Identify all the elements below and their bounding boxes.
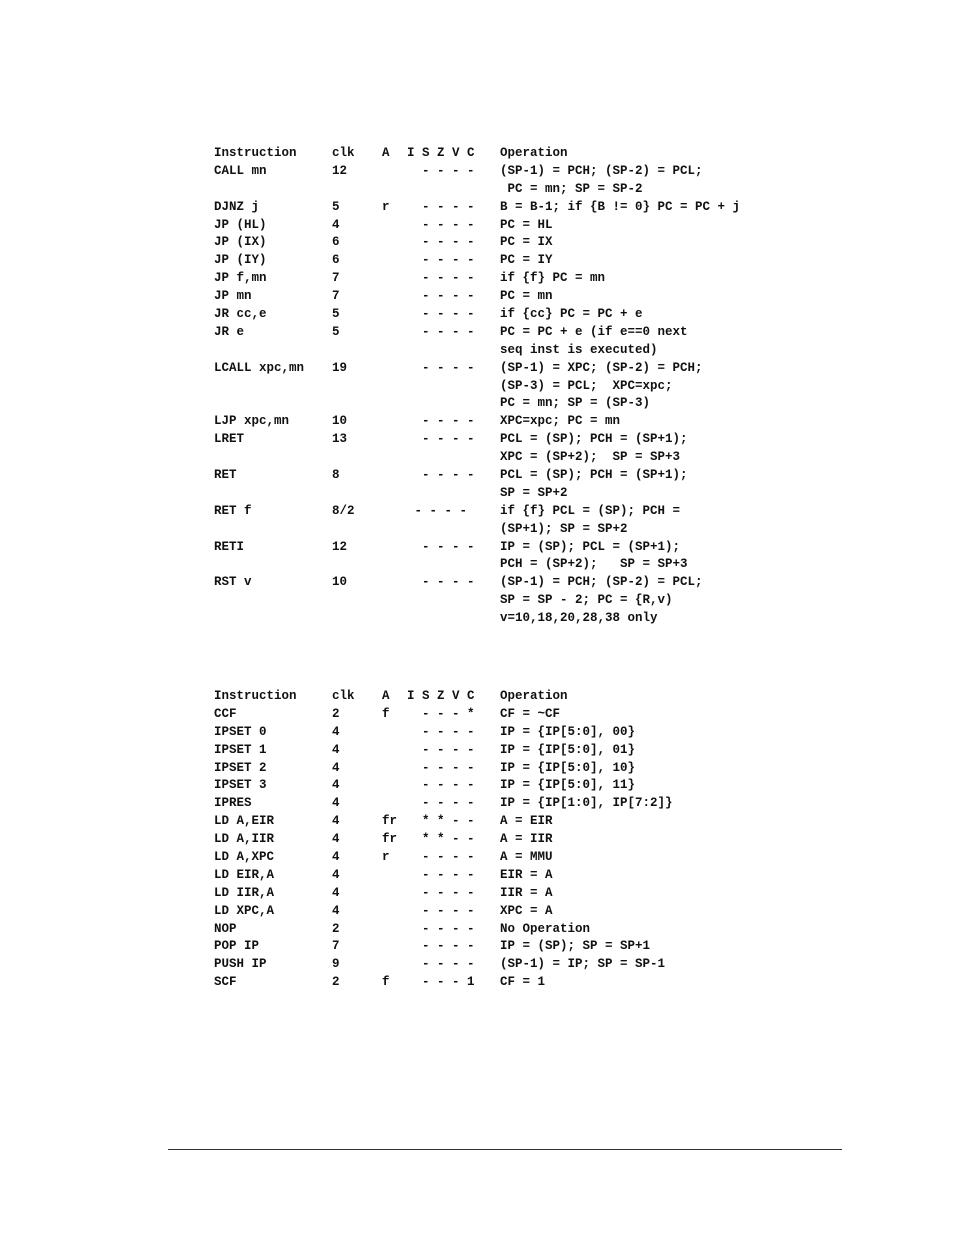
a-cell: f — [382, 975, 390, 990]
flags-cell: * * - - — [407, 832, 475, 847]
instruction-cell: Instruction — [214, 689, 297, 703]
operation-cell: seq inst is executed) — [500, 342, 658, 357]
clk-cell: 2 — [332, 706, 340, 721]
clk-cell: 8/2 — [332, 503, 355, 518]
instruction-cell: LJP xpc,mn — [214, 414, 290, 429]
flags-cell: - - - 1 — [407, 975, 475, 990]
clk-cell: 7 — [332, 271, 340, 286]
operation-cell: A = MMU — [500, 850, 553, 865]
instruction-cell: JP mn — [214, 289, 252, 304]
instruction-cell: LD EIR,A — [214, 867, 275, 882]
operation-cell: EIR = A — [500, 867, 553, 882]
instruction-cell: JP (IY) — [214, 253, 267, 268]
instruction-cell: CCF — [214, 706, 237, 721]
a-cell: fr — [382, 832, 398, 847]
instruction-cell: LD A,XPC — [214, 850, 275, 865]
operation-cell: (SP-1) = XPC; (SP-2) = PCH; — [500, 360, 703, 375]
flags-cell: - - - - — [407, 903, 475, 918]
flags-cell: - - - - — [407, 850, 475, 865]
a-cell: r — [382, 850, 390, 865]
instruction-cell: IPRES — [214, 796, 252, 811]
clk-cell: 4 — [332, 850, 340, 865]
operation-cell: A = EIR — [500, 814, 553, 829]
a-cell: A — [382, 689, 390, 703]
clk-cell: 4 — [332, 814, 340, 829]
flags-cell: - - - - — [407, 324, 475, 339]
flags-cell: - - - - — [407, 414, 475, 429]
operation-cell: IP = {IP[5:0], 11} — [500, 778, 636, 793]
flags-cell: I S Z V C — [407, 689, 475, 703]
operation-cell: A = IIR — [500, 832, 553, 847]
instruction-cell: RETI — [214, 539, 245, 554]
instruction-cell: IPSET 1 — [214, 742, 267, 757]
operation-cell: PC = IY — [500, 253, 553, 268]
flags-cell: - - - - — [407, 289, 475, 304]
flags-cell: - - - - — [407, 271, 475, 286]
clk-cell: 7 — [332, 289, 340, 304]
flags-cell: - - - - — [407, 778, 475, 793]
clk-cell: 9 — [332, 957, 340, 972]
instruction-cell: IPSET 0 — [214, 724, 267, 739]
clk-cell: 7 — [332, 939, 340, 954]
instruction-cell: NOP — [214, 921, 237, 936]
operation-cell: IP = (SP); SP = SP+1 — [500, 939, 651, 954]
operation-cell: PC = mn; SP = SP-2 — [500, 181, 643, 196]
instruction-cell: SCF — [214, 975, 237, 990]
flags-cell: - - - - — [407, 939, 475, 954]
operation-cell: (SP-1) = PCH; (SP-2) = PCL; — [500, 163, 703, 178]
operation-cell: PC = IX — [500, 235, 553, 250]
flags-cell: - - - - — [407, 360, 475, 375]
operation-cell: SP = SP - 2; PC = {R,v) — [500, 593, 673, 608]
operation-cell: PC = mn — [500, 289, 553, 304]
clk-cell: 4 — [332, 903, 340, 918]
flags-cell: - - - - — [407, 217, 475, 232]
operation-cell: if {cc} PC = PC + e — [500, 307, 643, 322]
operation-cell: PC = PC + e (if e==0 next — [500, 324, 688, 339]
instruction-cell: IPSET 2 — [214, 760, 267, 775]
flags-cell: - - - - — [407, 796, 475, 811]
instruction-cell: LD XPC,A — [214, 903, 275, 918]
clk-cell: 10 — [332, 414, 348, 429]
instruction-cell: IPSET 3 — [214, 778, 267, 793]
operation-cell: XPC = A — [500, 903, 553, 918]
instruction-cell: POP IP — [214, 939, 260, 954]
flags-cell: - - - - — [407, 539, 475, 554]
instruction-cell: JR cc,e — [214, 307, 267, 322]
flags-cell: - - - - — [407, 885, 475, 900]
clk-cell: 6 — [332, 253, 340, 268]
flags-cell: - - - - — [407, 199, 475, 214]
clk-cell: 4 — [332, 724, 340, 739]
clk-cell: clk — [332, 146, 355, 160]
operation-cell: (SP-1) = IP; SP = SP-1 — [500, 957, 666, 972]
operation-cell: B = B-1; if {B != 0} PC = PC + j — [500, 199, 741, 214]
operation-cell: IP = {IP[5:0], 00} — [500, 724, 636, 739]
instruction-cell: JP f,mn — [214, 271, 267, 286]
clk-cell: 10 — [332, 575, 348, 590]
flags-cell: - - - - — [407, 867, 475, 882]
instruction-cell: PUSH IP — [214, 957, 267, 972]
operation-cell: if {f} PC = mn — [500, 271, 606, 286]
instruction-cell: LCALL xpc,mn — [214, 360, 305, 375]
flags-cell: - - - - — [407, 253, 475, 268]
instruction-cell: RST v — [214, 575, 252, 590]
flags-cell: - - - * — [407, 706, 475, 721]
operation-cell: PC = HL — [500, 217, 553, 232]
clk-cell: 13 — [332, 432, 348, 447]
clk-cell: 6 — [332, 235, 340, 250]
clk-cell: 5 — [332, 324, 340, 339]
clk-cell: clk — [332, 689, 355, 703]
a-cell: f — [382, 706, 390, 721]
clk-cell: 4 — [332, 832, 340, 847]
clk-cell: 4 — [332, 742, 340, 757]
operation-cell: PC = mn; SP = (SP-3) — [500, 396, 651, 411]
clk-cell: 12 — [332, 539, 348, 554]
operation-cell: Operation — [500, 689, 568, 703]
clk-cell: 5 — [332, 199, 340, 214]
operation-cell: IP = {IP[5:0], 10} — [500, 760, 636, 775]
operation-cell: (SP+1); SP = SP+2 — [500, 521, 628, 536]
operation-cell: CF = ~CF — [500, 706, 561, 721]
flags-cell: - - - - — [407, 921, 475, 936]
instruction-cell: DJNZ j — [214, 199, 260, 214]
a-cell: r — [382, 199, 390, 214]
instruction-cell: CALL mn — [214, 163, 267, 178]
clk-cell: 5 — [332, 307, 340, 322]
flags-cell: - - - - — [407, 957, 475, 972]
operation-cell: No Operation — [500, 921, 591, 936]
flags-cell: - - - - — [407, 724, 475, 739]
instruction-cell: LRET — [214, 432, 245, 447]
operation-cell: IP = (SP); PCL = (SP+1); — [500, 539, 681, 554]
instruction-cell: LD A,IIR — [214, 832, 275, 847]
flags-cell: - - - - — [407, 307, 475, 322]
clk-cell: 4 — [332, 867, 340, 882]
clk-cell: 4 — [332, 796, 340, 811]
operation-cell: XPC = (SP+2); SP = SP+3 — [500, 450, 681, 465]
operation-cell: (SP-3) = PCL; XPC=xpc; — [500, 378, 673, 393]
operation-cell: if {f} PCL = (SP); PCH = — [500, 503, 681, 518]
flags-cell: - - - - — [407, 575, 475, 590]
footer-rule — [168, 1149, 842, 1150]
clk-cell: 4 — [332, 778, 340, 793]
clk-cell: 12 — [332, 163, 348, 178]
clk-cell: 4 — [332, 217, 340, 232]
clk-cell: 2 — [332, 921, 340, 936]
operation-cell: XPC=xpc; PC = mn — [500, 414, 621, 429]
a-cell: A — [382, 146, 390, 160]
flags-cell: * * - - — [407, 814, 475, 829]
instruction-cell: LD A,EIR — [214, 814, 275, 829]
flags-cell: - - - - — [407, 235, 475, 250]
operation-cell: CF = 1 — [500, 975, 546, 990]
flags-cell: I S Z V C — [407, 146, 475, 160]
instruction-cell: JP (IX) — [214, 235, 267, 250]
instruction-cell: RET — [214, 468, 237, 483]
operation-cell: Operation — [500, 146, 568, 160]
clk-cell: 8 — [332, 468, 340, 483]
operation-cell: (SP-1) = PCH; (SP-2) = PCL; — [500, 575, 703, 590]
clk-cell: 4 — [332, 885, 340, 900]
instruction-cell: JP (HL) — [214, 217, 267, 232]
clk-cell: 4 — [332, 760, 340, 775]
a-cell: fr — [382, 814, 398, 829]
operation-cell: SP = SP+2 — [500, 485, 568, 500]
operation-cell: IIR = A — [500, 885, 553, 900]
clk-cell: 2 — [332, 975, 340, 990]
flags-cell: - - - - — [407, 760, 475, 775]
operation-cell: IP = {IP[1:0], IP[7:2]} — [500, 796, 673, 811]
operation-cell: PCL = (SP); PCH = (SP+1); — [500, 432, 688, 447]
instruction-cell: RET f — [214, 503, 252, 518]
operation-cell: PCL = (SP); PCH = (SP+1); — [500, 468, 688, 483]
flags-cell: - - - - — [407, 468, 475, 483]
instruction-cell: LD IIR,A — [214, 885, 275, 900]
flags-cell: - - - - — [407, 742, 475, 757]
instruction-cell: JR e — [214, 324, 245, 339]
flags-cell: - - - - — [407, 503, 468, 518]
operation-cell: PCH = (SP+2); SP = SP+3 — [500, 557, 688, 572]
flags-cell: - - - - — [407, 432, 475, 447]
instruction-cell: Instruction — [214, 146, 297, 160]
flags-cell: - - - - — [407, 163, 475, 178]
operation-cell: IP = {IP[5:0], 01} — [500, 742, 636, 757]
operation-cell: v=10,18,20,28,38 only — [500, 611, 658, 626]
clk-cell: 19 — [332, 360, 348, 375]
